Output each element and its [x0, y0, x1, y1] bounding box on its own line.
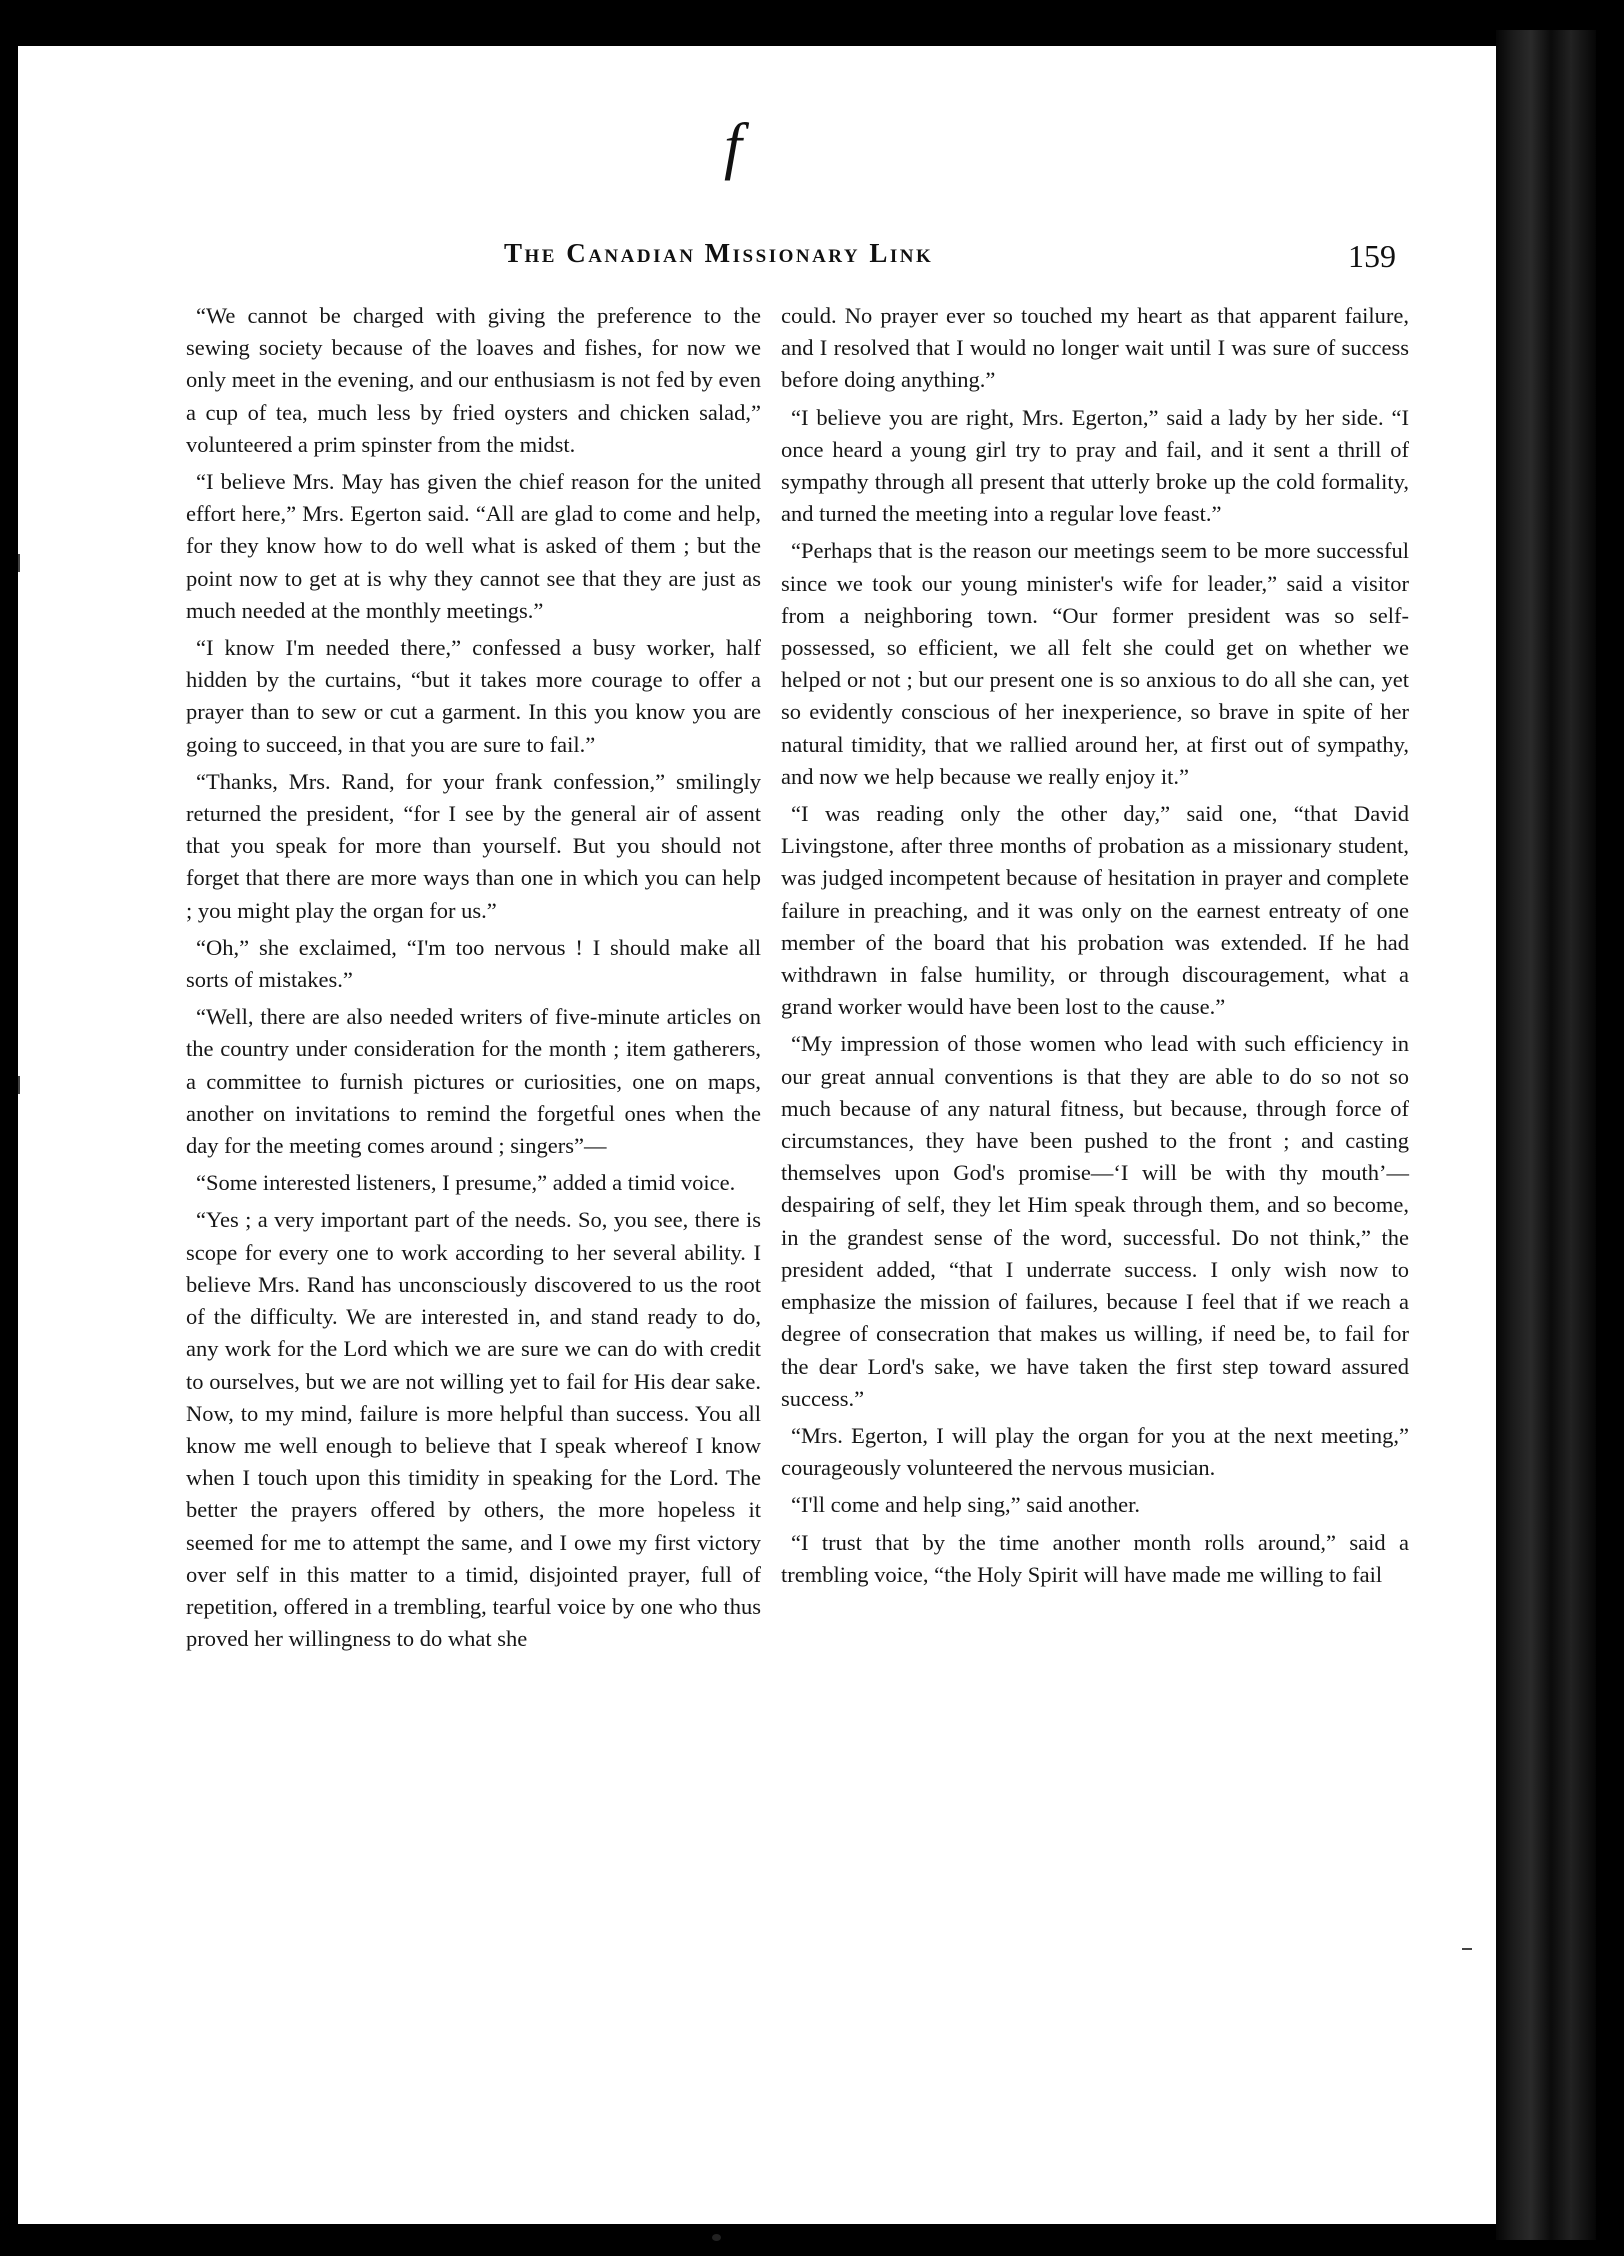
- ink-dot: [712, 2234, 721, 2241]
- paragraph: “Well, there are also needed writers of five-minute articles on the country under consideration for the month ; item gatherers, a committee to furnish pictures or curiosities, one on maps, another on invitations to remind the forgetful ones when the day for the meeting comes around ; singers”—: [186, 1004, 761, 1159]
- paragraph: “I'll come and help sing,” said another.: [791, 1492, 1140, 1518]
- paragraph: “Mrs. Egerton, I will play the organ for you at the next meeting,” courageously volunteered the nervous musician.: [781, 1422, 1409, 1481]
- paragraph: “Perhaps that is the reason our meetings seem to be more successful since we took our young minister's wife for leader,” said a visitor from a neighboring town. “Our former president was so self-possessed, so efficient, we all felt she could get on whether we helped or not ; but our present one is so anxious to do all she can, yet so evidently conscious of her inexperience, so brave in spite of her natural timidity, that we rallied around her, at first out of sympathy, and now we help because we really enjoy it.”: [781, 538, 1409, 789]
- page-number: 159: [1348, 238, 1396, 274]
- margin-mark: [1462, 1948, 1472, 1950]
- page-header-title: The Canadian Missionary Link: [504, 238, 934, 268]
- paragraph: “Thanks, Mrs. Rand, for your frank confession,” smilingly returned the president, “for I see by the general air of assent that you speak for more than yourself. But you should not forget that there are more ways than one in which you can help ; you might play the organ for us.”: [186, 768, 761, 923]
- margin-mark: [18, 1076, 20, 1094]
- right-column: [781, 300, 1409, 1596]
- pencil-mark: f: [724, 110, 742, 181]
- running-head: [18, 238, 1496, 274]
- paragraph: “I was reading only the other day,” said one, “that David Livingstone, after three months of probation as a missionary student, was judged incompetent because of hesitation in prayer and complete failure in preaching, and it was only on the earnest entreaty of one member of the board that his probation was extended. If he had withdrawn in false humility, or through discouragement, what a grand worker would have been lost to the cause.”: [781, 801, 1409, 1020]
- paragraph: “I believe Mrs. May has given the chief reason for the united effort here,” Mrs. Egerton said. “All are glad to come and help, for they know how to do well what is asked of them ; but the point now to get at is why they cannot see that they are just as much needed at the monthly meetings.”: [186, 469, 761, 623]
- paragraph: “Oh,” she exclaimed, “I'm too nervous ! I should make all sorts of mistakes.”: [186, 934, 761, 993]
- left-column: [186, 300, 761, 1660]
- paragraph: “I know I'm needed there,” confessed a busy worker, half hidden by the curtains, “but it takes more courage to offer a prayer than to sew or cut a garment. In this you know you are going to succeed, in that you are sure to fail.”: [186, 635, 761, 757]
- paragraph: “I believe you are right, Mrs. Egerton,” said a lady by her side. “I once heard a young girl try to pray and fail, and it sent a thrill of sympathy through all present that utterly broke up the cold formality, and turned the meeting into a regular love feast.”: [781, 404, 1409, 527]
- book-spine: [1496, 30, 1596, 2240]
- paragraph-continued: could. No prayer ever so touched my heart as that apparent failure, and I resolved that I would no longer wait until I was sure of success before doing anything.”: [781, 303, 1409, 393]
- book-page: [18, 46, 1496, 2224]
- paragraph: “I trust that by the time another month rolls around,” said a trembling voice, “the Holy Spirit will have made me willing to fail: [781, 1529, 1409, 1587]
- paragraph: “Some interested listeners, I presume,” added a timid voice.: [196, 1170, 736, 1196]
- margin-mark: [18, 554, 20, 572]
- paragraph: “Yes ; a very important part of the needs. So, you see, there is scope for every one to work according to her several ability. I believe Mrs. Rand has unconsciously discovered to us the root of the difficulty. We are interested in, and stand ready to do, any work for the Lord which we are sure we can do with credit to ourselves, but we are not willing yet to fail for His dear sake. Now, to my mind, failure is more helpful than success. You all know me well enough to believe that I speak whereof I know when I touch upon this timidity in speaking for the Lord. The better the prayers offered by others, the more hopeless it seemed for me to attempt the same, and I owe my first victory over self in this matter to a timid, disjointed prayer, full of repetition, offered in a trembling, tearful voice by one who thus proved her willingness to do what she: [186, 1207, 761, 1652]
- paragraph: “We cannot be charged with giving the preference to the sewing society because of the loaves and fishes, for now we only meet in the evening, and our enthusiasm is not fed by even a cup of tea, much less by fried oysters and chicken salad,” volunteered a prim spinster from the midst.: [186, 303, 761, 457]
- paragraph: “My impression of those women who lead with such efficiency in our great annual conventions is that they are able to do so not so much because of any natural fitness, but because, through force of circumstances, they have been pushed to the front ; and casting themselves upon God's promise—‘I will be with thy mouth’—despairing of self, they let Him speak through them, and so become, in the grandest sense of the word, successful. Do not think,” the president added, “that I underrate success. I only wish now to emphasize the mission of failures, because I feel that if we reach a degree of consecration that makes us willing, if need be, to fail for the dear Lord's sake, we have taken the first step toward assured success.”: [781, 1031, 1409, 1411]
